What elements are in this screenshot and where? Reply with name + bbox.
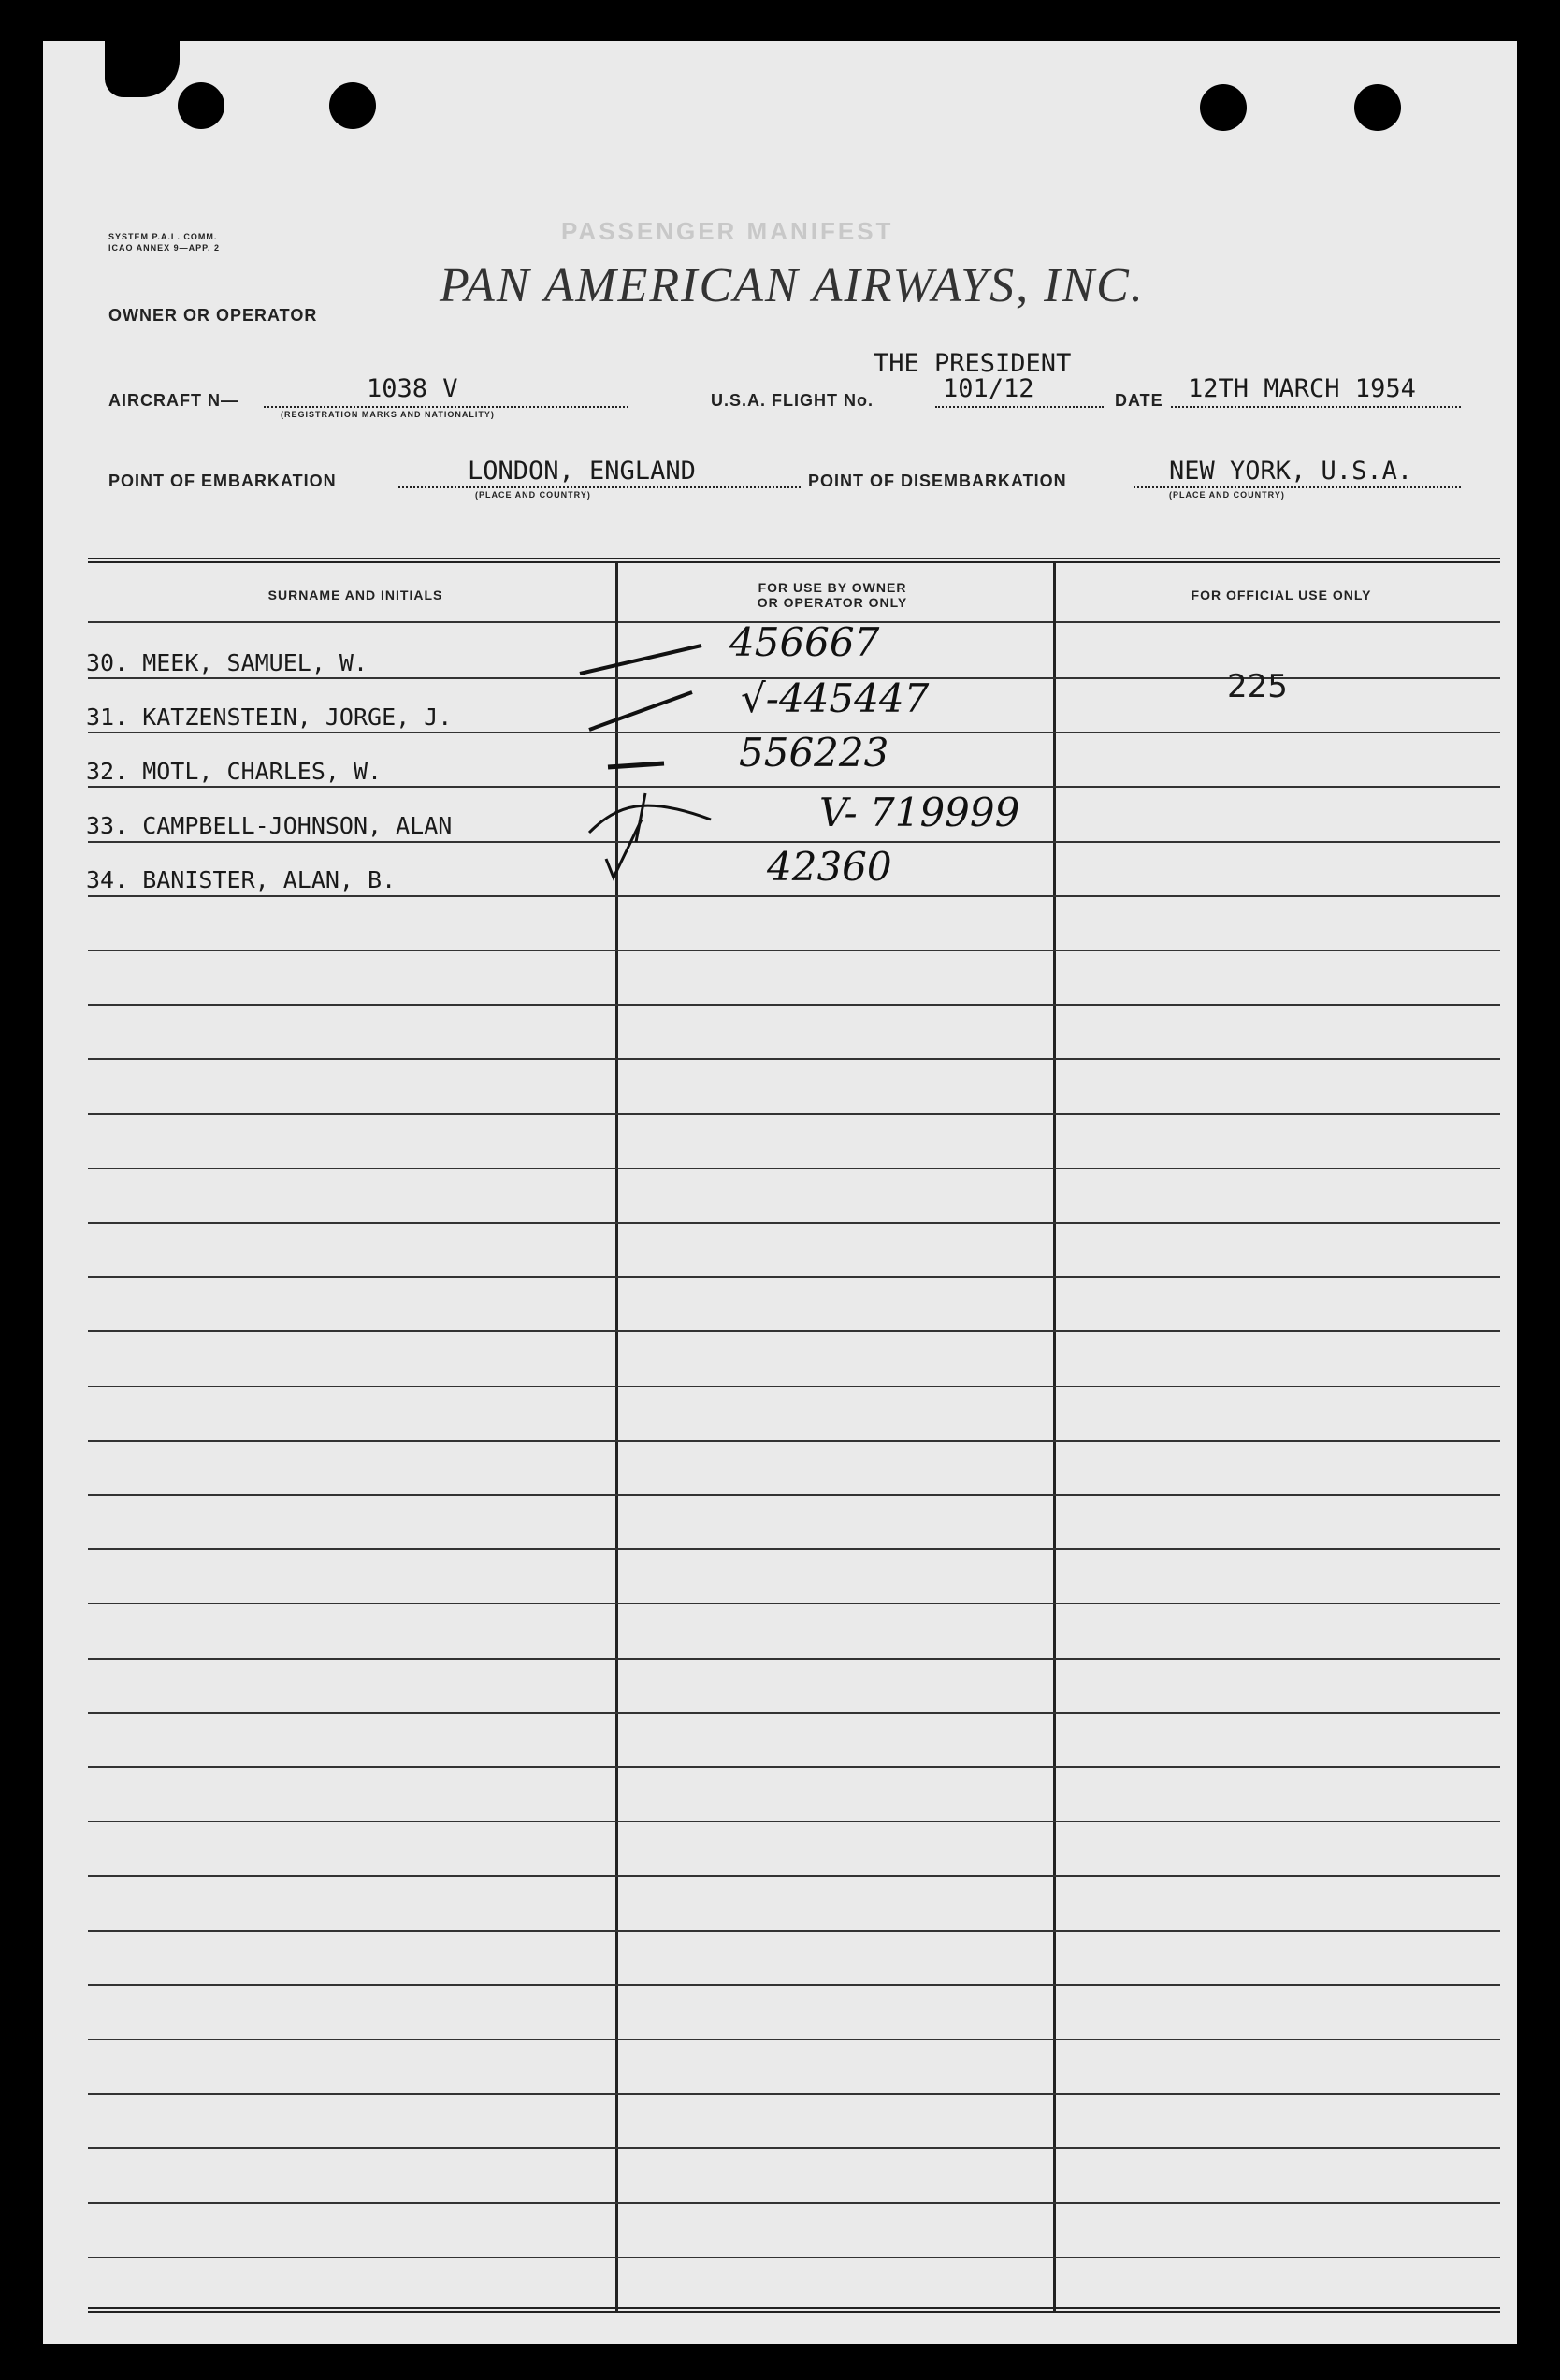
owner-label: OWNER OR OPERATOR: [108, 306, 318, 325]
column-divider-2: [1053, 563, 1056, 2313]
table-bottom-rule: [88, 2307, 1500, 2313]
passenger-name-31: 31. KATZENSTEIN, JORGE, J.: [86, 704, 453, 731]
tick-stroke-32: [608, 763, 664, 767]
table-row-line: [88, 1603, 1500, 1604]
form-code-2: ICAO ANNEX 9—APP. 2: [108, 243, 221, 253]
owner-note-32: 556223: [739, 730, 889, 776]
passenger-name-33: 33. CAMPBELL-JOHNSON, ALAN: [86, 812, 453, 839]
passenger-name-30: 30. MEEK, SAMUEL, W.: [86, 649, 368, 676]
table-row-line: [88, 2093, 1500, 2095]
aircraft-sub: (REGISTRATION MARKS AND NATIONALITY): [281, 410, 495, 419]
faint-manifest-header: PASSENGER MANIFEST: [561, 217, 894, 245]
column-header-owner-1: FOR USE BY OWNER: [758, 580, 907, 595]
owner-note-30: 456667: [729, 619, 880, 665]
table-row-line: [88, 2039, 1500, 2040]
table-row-line: [88, 1658, 1500, 1660]
table-row-line: [88, 950, 1500, 951]
owner-note-31: √-445447: [741, 675, 930, 721]
table-row-line: [88, 1330, 1500, 1332]
table-row-line: [88, 786, 1500, 788]
column-header-name: SURNAME AND INITIALS: [267, 588, 443, 602]
flight-label: U.S.A. FLIGHT No.: [711, 391, 874, 410]
disembarkation-value: NEW YORK, U.S.A.: [1169, 457, 1413, 486]
table-row-line: [88, 1113, 1500, 1115]
table-row-line: [88, 1276, 1500, 1278]
disembarkation-line: [1134, 486, 1461, 488]
table-row-line: [88, 1766, 1500, 1768]
aircraft-value: 1038 V: [367, 374, 458, 403]
table-top-rule: [88, 558, 1500, 563]
table-row-line: [88, 2147, 1500, 2149]
airline-title: PAN AMERICAN AIRWAYS, INC.: [440, 259, 1145, 312]
table-row-line: [88, 1494, 1500, 1496]
flight-value: 101/12: [943, 374, 1034, 403]
table-row-line: [88, 1222, 1500, 1224]
column-header-official: FOR OFFICIAL USE ONLY: [1191, 588, 1372, 602]
table-row-line: [88, 1440, 1500, 1442]
flight-name: THE PRESIDENT: [874, 349, 1072, 378]
aircraft-label: AIRCRAFT N—: [108, 391, 238, 410]
owner-note-33: V- 719999: [819, 790, 1020, 835]
embarkation-line: [398, 486, 801, 488]
passenger-name-32: 32. MOTL, CHARLES, W.: [86, 758, 383, 785]
table-row-line: [88, 1058, 1500, 1060]
punch-hole-4: [1354, 84, 1401, 131]
punch-hole-2: [329, 82, 376, 129]
tick-stroke-33b: [636, 793, 645, 842]
table-row-line: [88, 1984, 1500, 1986]
tick-stroke-30: [580, 646, 701, 674]
disembarkation-sub: (PLACE AND COUNTRY): [1169, 490, 1285, 500]
tick-stroke-33: [589, 805, 711, 833]
punch-hole-1: [178, 82, 224, 129]
punch-hole-3: [1200, 84, 1247, 131]
flight-line: [935, 406, 1104, 408]
owner-note-34: 42360: [767, 844, 892, 890]
table-row-line: [88, 1712, 1500, 1714]
table-row-line: [88, 1548, 1500, 1550]
tick-stroke-34: [606, 820, 642, 878]
date-label: DATE: [1115, 391, 1163, 410]
handwritten-tick-marks: [561, 636, 767, 898]
passenger-name-34: 34. BANISTER, ALAN, B.: [86, 866, 397, 893]
official-entry-30: 225: [1227, 668, 1288, 705]
disembarkation-label: POINT OF DISEMBARKATION: [808, 472, 1067, 490]
table-row-line: [88, 1004, 1500, 1006]
table-row-line: [88, 1930, 1500, 1932]
table-row-line: [88, 895, 1500, 897]
tick-stroke-31: [589, 692, 692, 730]
table-row-line: [88, 1875, 1500, 1877]
date-value: 12TH MARCH 1954: [1188, 374, 1416, 403]
table-row-line: [88, 2202, 1500, 2204]
form-code-1: SYSTEM P.A.L. COMM.: [108, 232, 218, 241]
embarkation-sub: (PLACE AND COUNTRY): [475, 490, 591, 500]
date-line: [1171, 406, 1461, 408]
column-header-owner-2: OR OPERATOR ONLY: [757, 595, 908, 610]
aircraft-line: [264, 406, 628, 408]
table-row-line: [88, 1821, 1500, 1822]
table-row-line: [88, 1386, 1500, 1387]
embarkation-label: POINT OF EMBARKATION: [108, 472, 337, 490]
table-row-line: [88, 2257, 1500, 2258]
table-row-line: [88, 841, 1500, 843]
table-row-line: [88, 1168, 1500, 1169]
embarkation-value: LONDON, ENGLAND: [468, 457, 696, 486]
